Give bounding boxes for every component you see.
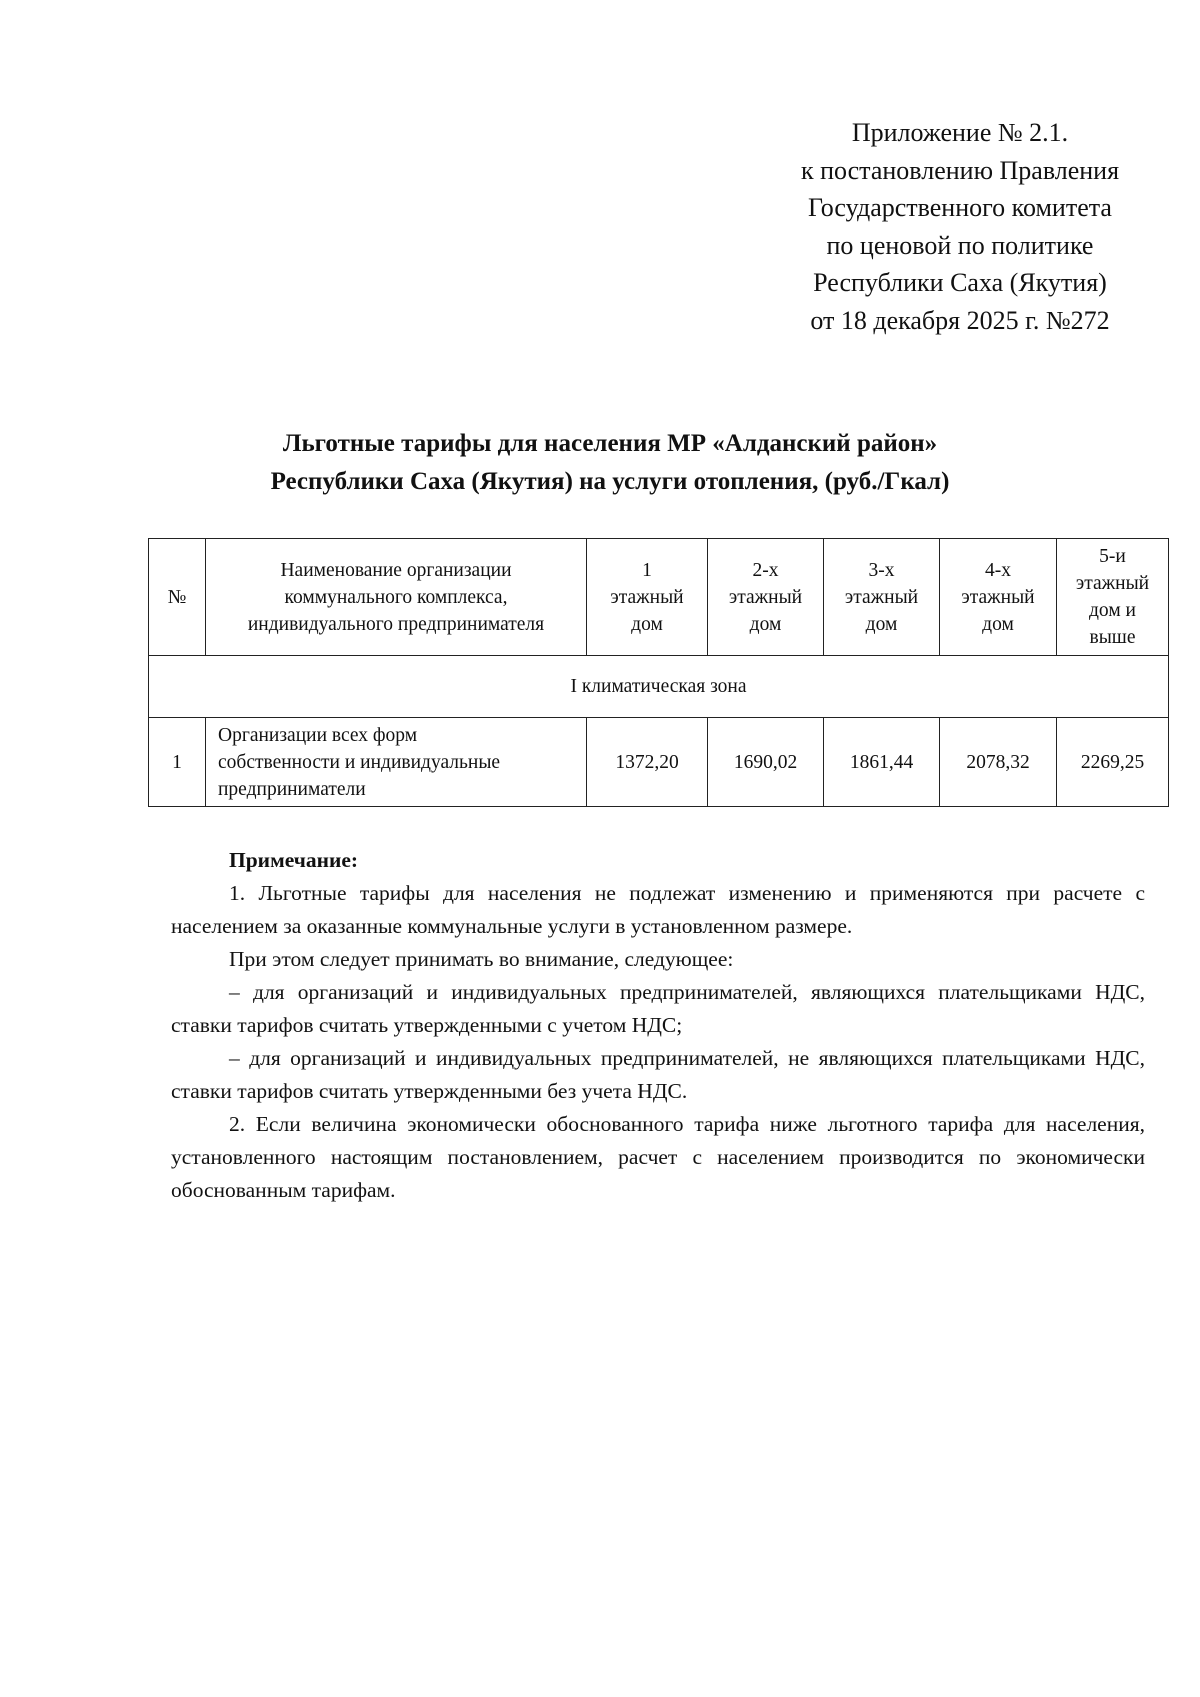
- header-organization-name: [206, 539, 587, 656]
- tariff-table: [148, 538, 1169, 807]
- header-5-floor-and-above: [1057, 539, 1169, 656]
- tariff-5-floor-and-above: 2269,25: [1057, 718, 1169, 807]
- appendix-header: [780, 114, 1140, 339]
- header-line: 2-х: [752, 559, 779, 581]
- header-line: Наименование организации: [280, 559, 512, 581]
- tariff-4-floor: 2078,32: [940, 718, 1057, 807]
- header-line: дом: [749, 613, 782, 635]
- note-paragraph-3: – для организаций и индивидуальных предпринимателей, являющихся плательщиками НДС, ставки тарифов считать утвержденными с учетом НДС;: [171, 980, 1145, 1037]
- header-line: 1: [642, 559, 652, 581]
- header-line: этажный: [961, 586, 1035, 608]
- climate-zone-label: I климатическая зона: [149, 656, 1169, 718]
- notes-section: [171, 844, 1145, 1207]
- title-line-2: Республики Саха (Якутия) на услуги отопления, (руб./Гкал): [270, 468, 950, 495]
- header-line: дом: [631, 613, 663, 635]
- note-paragraph-4: – для организаций и индивидуальных предпринимателей, не являющихся плательщиками НДС, ставки тарифов считать утвержденными без учета НДС.: [171, 1046, 1145, 1103]
- header-line: этажный: [610, 586, 684, 608]
- header-line: дом: [982, 613, 1014, 635]
- org-name-line: собственности и индивидуальные: [218, 751, 501, 773]
- header-line: выше: [1089, 627, 1136, 648]
- header-1-floor: [587, 539, 708, 656]
- note-paragraph-5: 2. Если величина экономически обоснованного тарифа ниже льготного тарифа для населения, установленного настоящим постановлением, расчет с населением производится по экономически обоснованным тарифам.: [171, 1112, 1145, 1202]
- appendix-line: Государственного комитета: [808, 193, 1112, 222]
- header-line: этажный: [1075, 573, 1150, 594]
- appendix-line: к постановлению Правления: [800, 155, 1120, 185]
- header-line: этажный: [728, 586, 803, 608]
- header-line: дом: [865, 613, 898, 635]
- document-title: [150, 425, 1070, 501]
- tariff-2-floor: 1690,02: [708, 718, 824, 807]
- header-line: дом и: [1089, 600, 1136, 621]
- org-name-line: предприниматели: [218, 778, 366, 800]
- appendix-line: от 18 декабря 2025 г. №272: [810, 305, 1110, 335]
- header-line: этажный: [844, 586, 919, 608]
- tariff-1-floor: 1372,20: [587, 718, 708, 807]
- tariff-3-floor: 1861,44: [824, 718, 940, 807]
- header-line: 5-и: [1099, 546, 1126, 567]
- header-2-floor: [708, 539, 824, 656]
- header-line: 3-х: [868, 559, 895, 581]
- appendix-line: Республики Саха (Якутия): [813, 268, 1107, 297]
- header-3-floor: [824, 539, 940, 656]
- org-name-line: Организации всех форм: [218, 724, 418, 746]
- table-row: [149, 718, 1169, 807]
- appendix-line: по ценовой по политике: [826, 230, 1094, 260]
- organization-name: [206, 718, 587, 807]
- table-header-row: [149, 539, 1169, 656]
- note-paragraph-1: 1. Льготные тарифы для населения не подлежат изменению и применяются при расчете с населением за оказанные коммунальные услуги в установленном размере.: [171, 881, 1145, 938]
- header-4-floor: [940, 539, 1057, 656]
- notes-heading: Примечание:: [229, 848, 359, 872]
- title-line-1: Льготные тарифы для населения МР «Алданский район»: [282, 430, 938, 457]
- appendix-line: Приложение № 2.1.: [851, 118, 1069, 147]
- header-line: 4-х: [985, 559, 1011, 581]
- row-number: 1: [149, 718, 206, 807]
- header-line: коммунального комплекса,: [284, 586, 508, 608]
- header-number: №: [149, 539, 206, 656]
- climate-zone-row: [149, 656, 1169, 718]
- note-paragraph-2: При этом следует принимать во внимание, следующее:: [229, 947, 734, 971]
- header-line: индивидуального предпринимателя: [247, 613, 545, 635]
